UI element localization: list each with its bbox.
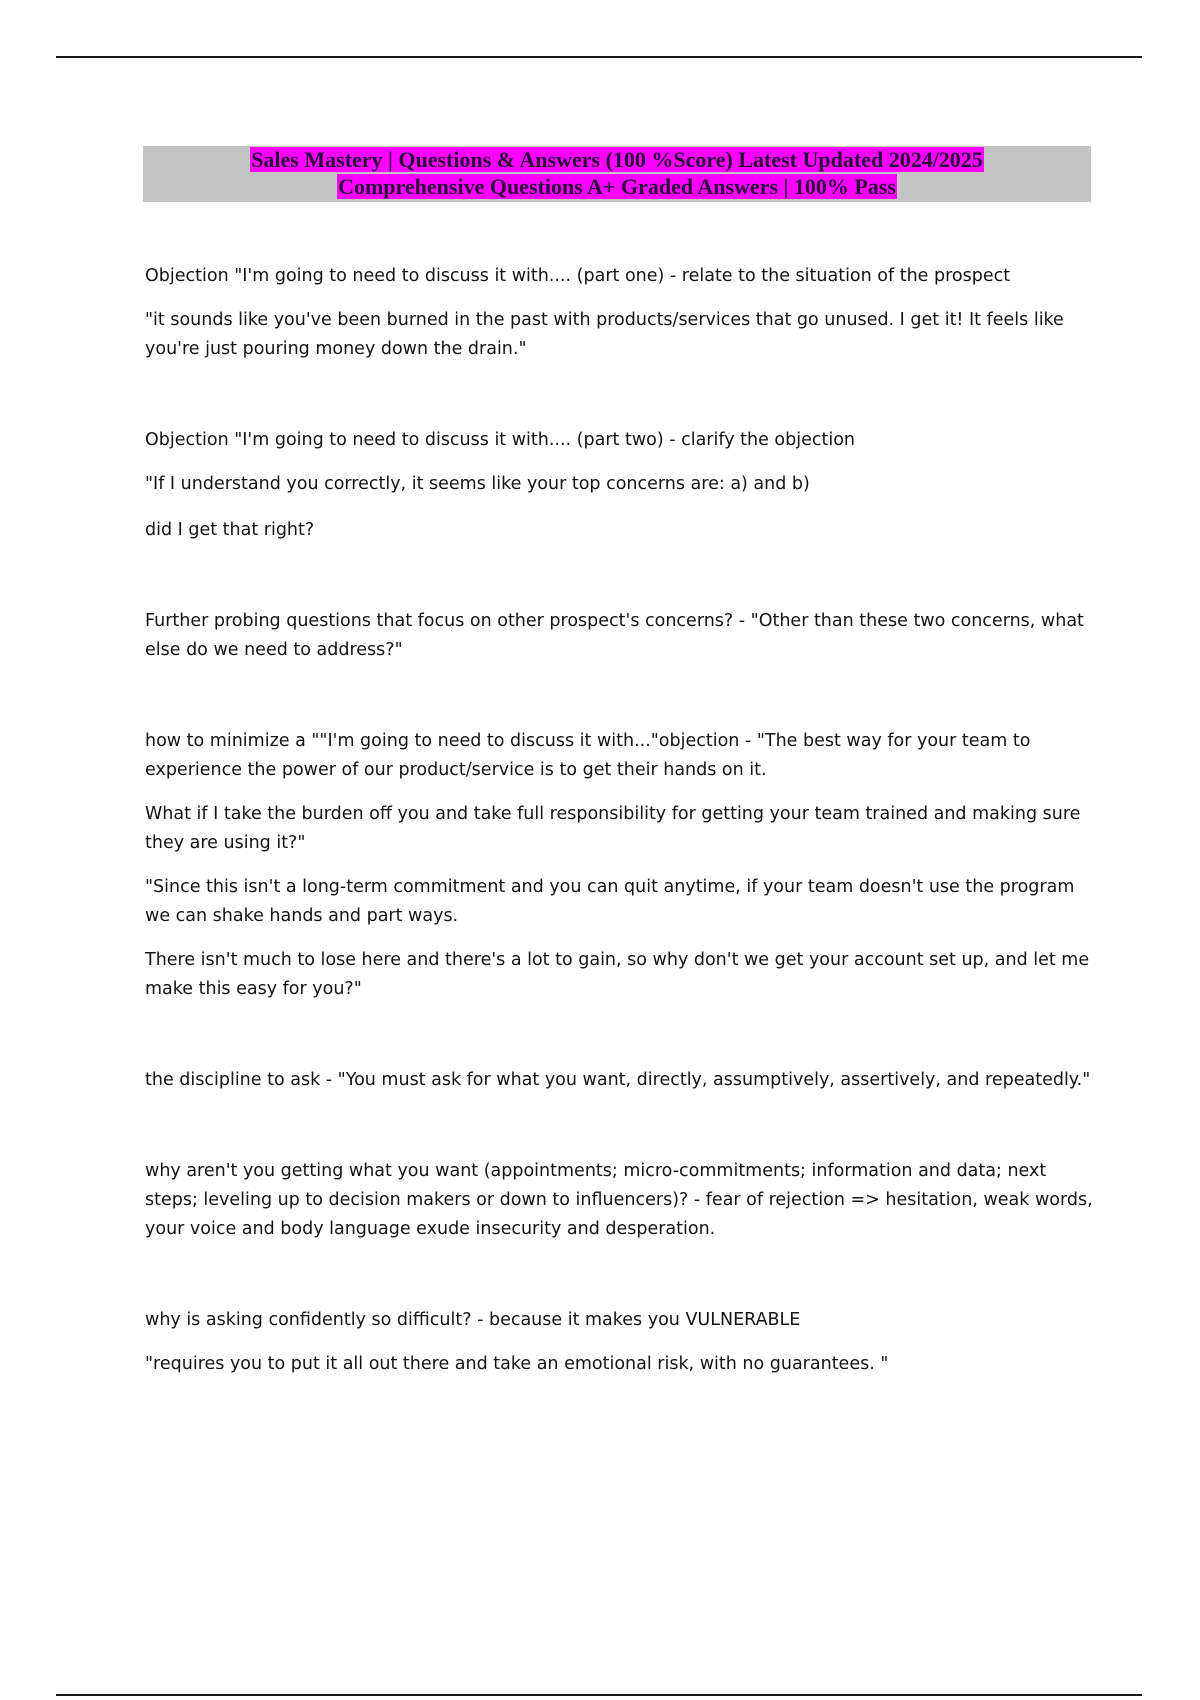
paragraph: "If I understand you correctly, it seems like your top concerns are: a) and b): [145, 474, 810, 494]
paragraph: What if I take the burden off you and take full responsibility for getting your team trained and making sure they are using it?": [145, 804, 1081, 853]
paragraph: how to minimize a ""I'm going to need to discuss it with..."objection - "The best way for your team to experience the power of our product/service is to get their hands on it.: [145, 731, 1031, 780]
title-line-2: Comprehensive Questions A+ Graded Answers | 100% Pass: [338, 174, 896, 199]
title-line-1: Sales Mastery | Questions & Answers (100 %Score) Latest Updated 2024/2025: [251, 147, 983, 172]
paragraph: There isn't much to lose here and there's a lot to gain, so why don't we get your account set up, and let me make this easy for you?": [145, 950, 1090, 999]
paragraph: "Since this isn't a long-term commitment and you can quit anytime, if your team doesn't use the program we can shake hands and part ways.: [145, 877, 1075, 926]
paragraph: Objection "I'm going to need to discuss it with.... (part two) - clarify the objection: [145, 430, 856, 450]
paragraph: "it sounds like you've been burned in the past with products/services that go unused. I get it! It feels like you're just pouring money down the drain.": [145, 310, 1064, 359]
paragraph: Further probing questions that focus on other prospect's concerns? - "Other than these two concerns, what else do we need to address?": [145, 611, 1084, 660]
top-rule: [56, 56, 1142, 58]
paragraph: "requires you to put it all out there and take an emotional risk, with no guarantees. ": [145, 1354, 889, 1374]
document-title-banner: [143, 146, 1091, 202]
paragraph: why is asking confidently so difficult? - because it makes you VULNERABLE: [145, 1310, 801, 1330]
paragraph: did I get that right?: [145, 520, 315, 540]
paragraph: Objection "I'm going to need to discuss it with.... (part one) - relate to the situation of the prospect: [145, 266, 1011, 286]
document-body: [145, 262, 1095, 1379]
paragraph: why aren't you getting what you want (appointments; micro-commitments; information and data; next steps; leveling up to decision makers or down to influencers)? - fear of rejection => hesitation, weak words, your voice and body language exude insecurity and desperation.: [145, 1161, 1093, 1239]
bottom-rule: [56, 1694, 1142, 1696]
paragraph: the discipline to ask - "You must ask for what you want, directly, assumptively, assertively, and repeatedly.": [145, 1070, 1091, 1090]
